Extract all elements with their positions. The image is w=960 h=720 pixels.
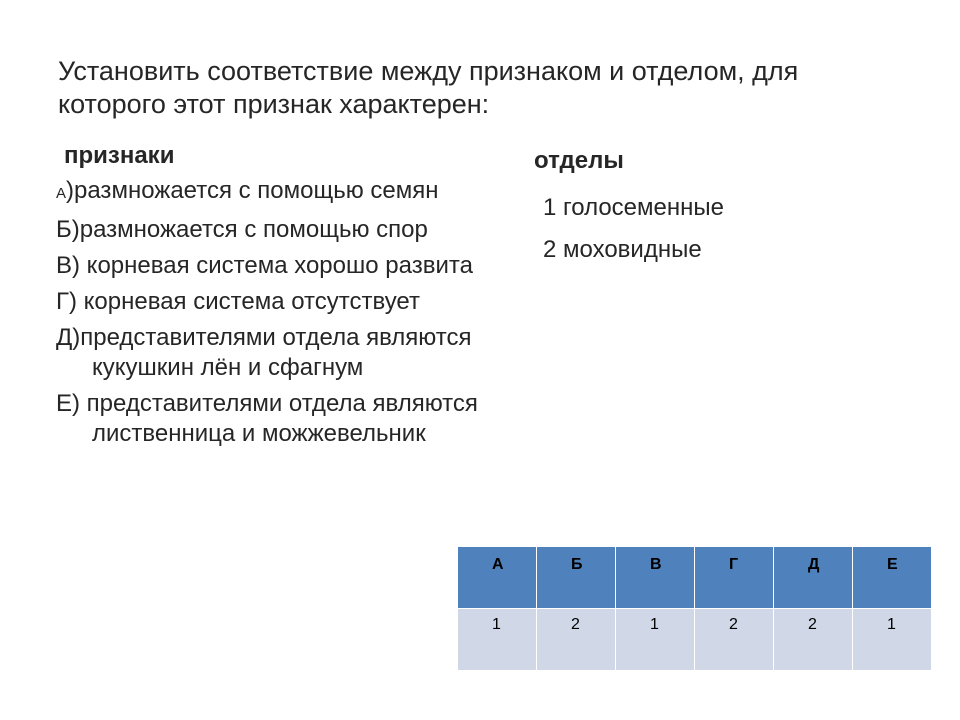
feature-item-v: [56, 251, 506, 281]
answer-table-header-cell: В: [616, 547, 695, 609]
answer-table-value-cell: 2: [695, 609, 774, 671]
feature-item-a: [56, 176, 506, 209]
answer-table-value-row: [458, 609, 932, 671]
divisions-heading: отделы: [534, 147, 624, 174]
feature-text: )размножается с помощью спор: [71, 216, 428, 243]
answer-table-header-cell: Г: [695, 547, 774, 609]
answer-table-value-cell: 1: [458, 609, 537, 671]
feature-text: )представителями отдела являются кукушкин лён и сфагнум: [72, 324, 472, 381]
feature-text: ) представителями отдела являются лиственница и можжевельник: [72, 390, 478, 447]
feature-letter: Д: [56, 324, 73, 351]
divisions-list: [543, 193, 724, 277]
answer-table-header-row: [458, 547, 932, 609]
feature-item-b: [56, 215, 506, 245]
answer-table-value-cell: 2: [774, 609, 853, 671]
feature-text: ) корневая система хорошо развита: [72, 252, 473, 279]
features-heading: признаки: [64, 142, 175, 169]
answer-table-value-cell: 2: [537, 609, 616, 671]
slide-title: Установить соответствие между признаком и отделом, для которого этот признак характерен:: [58, 56, 799, 119]
feature-letter: Г: [56, 288, 69, 315]
answer-table: [457, 546, 932, 671]
answer-table-header-cell: Д: [774, 547, 853, 609]
answer-table-header-cell: А: [458, 547, 537, 609]
feature-letter: В: [56, 252, 73, 279]
division-item-1: 1 голосеменные: [543, 194, 724, 221]
feature-letter: Е: [56, 390, 73, 417]
division-item-2: 2 моховидные: [543, 236, 702, 263]
feature-letter: А: [56, 185, 67, 202]
answer-table-value-cell: 1: [853, 609, 932, 671]
feature-item-g: [56, 287, 506, 317]
answer-table-header-cell: Е: [853, 547, 932, 609]
answer-table-header-cell: Б: [537, 547, 616, 609]
features-list: [56, 176, 506, 455]
feature-text: )размножается с помощью семян: [66, 177, 439, 204]
answer-table-value-cell: 1: [616, 609, 695, 671]
feature-text: ) корневая система отсутствует: [69, 288, 420, 315]
feature-item-e: [56, 389, 506, 449]
feature-letter: Б: [56, 216, 72, 243]
feature-item-d: [56, 323, 506, 383]
